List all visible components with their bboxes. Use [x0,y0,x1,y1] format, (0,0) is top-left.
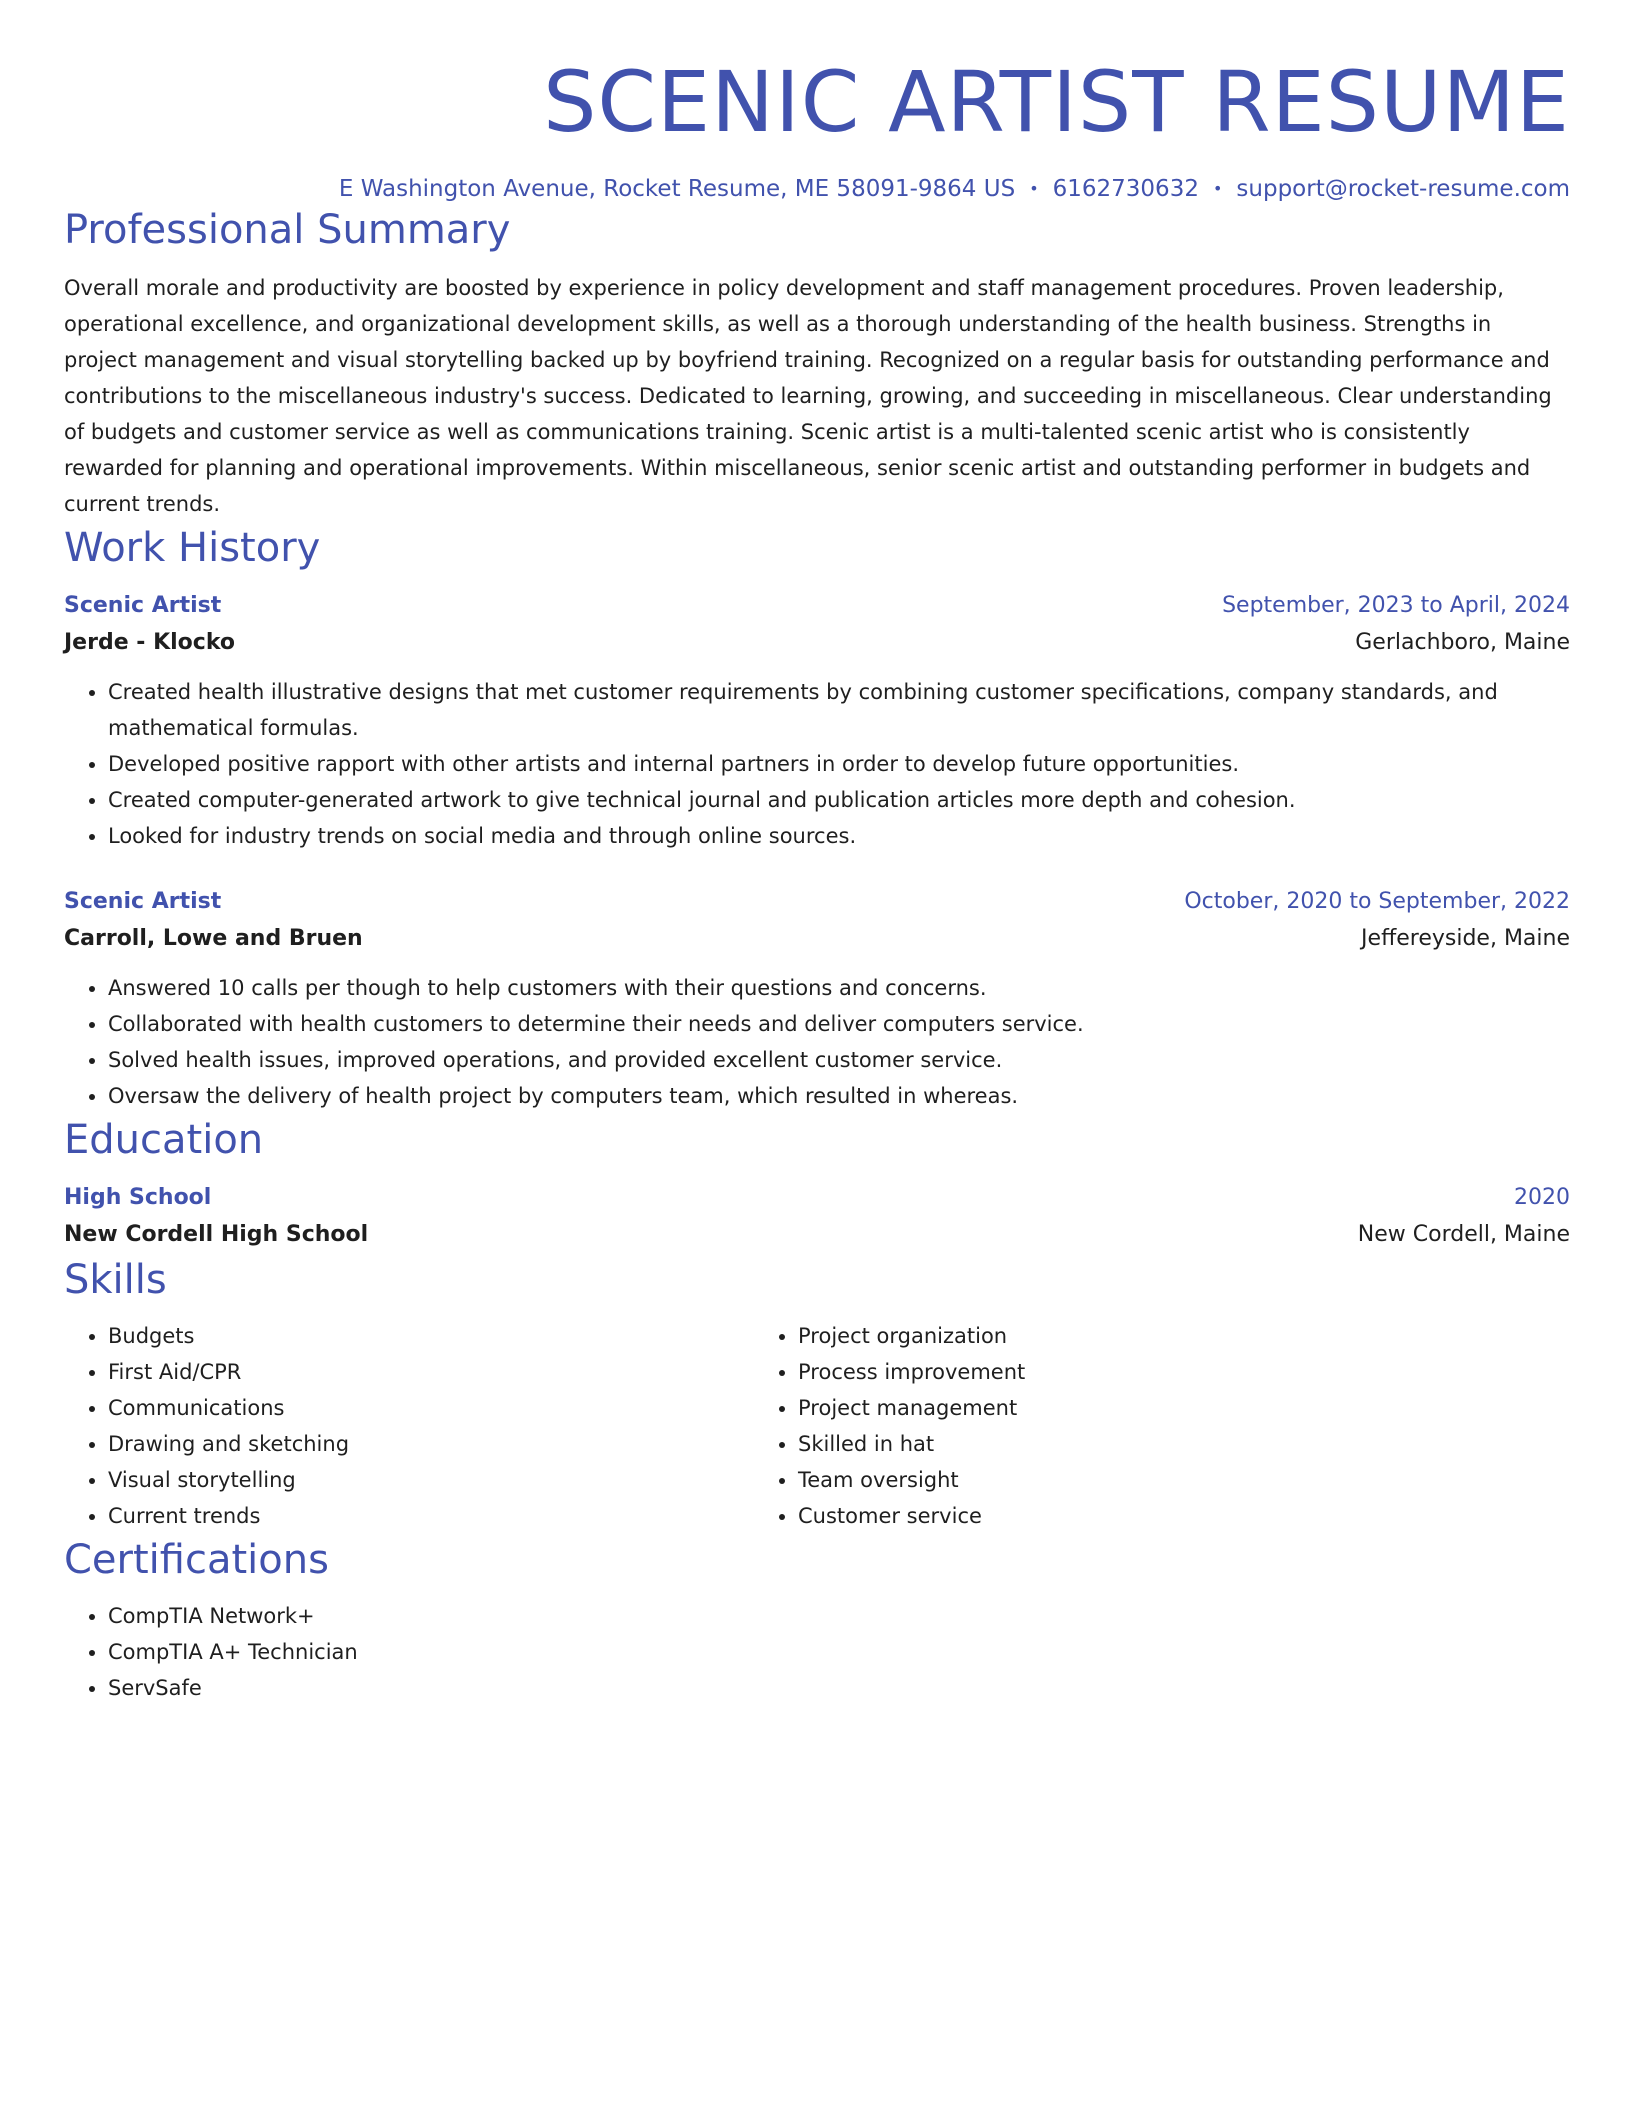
work-history-heading: Work History [64,525,321,571]
job-dates: October, 2020 to September, 2022 [1184,889,1570,914]
contact-phone: 6162730632 [1052,176,1199,202]
summary-heading: Professional Summary [64,207,511,253]
job-entry [64,588,1570,854]
job-bullet: • Created health illustrative designs that met customer requirements by combining customer specifications, company standards, and mathematical formulas. [108,674,1570,746]
education-school: New Cordell High School [64,1222,369,1247]
certification-item: • CompTIA Network+ [108,1598,1570,1634]
job-dates: September, 2023 to April, 2024 [1222,593,1570,618]
job-bullet: • Collaborated with health customers to determine their needs and deliver computers service. [108,1006,1570,1042]
job-bullet: • Answered 10 calls per though to help customers with their questions and concerns. [108,970,1570,1006]
skills-column-left [64,1318,754,1534]
skill-item: • Current trends [108,1498,754,1534]
skill-item: • First Aid/CPR [108,1354,754,1390]
job-bullet: • Developed positive rapport with other artists and internal partners in order to develop future opportunities. [108,746,1570,782]
job-location: Gerlachboro, Maine [1355,630,1570,655]
skill-item: • Customer service [798,1498,1444,1534]
skill-item: • Budgets [108,1318,754,1354]
skills-column-right [754,1318,1444,1534]
certifications-list [64,1598,1570,1706]
summary-text: Overall morale and productivity are boosted by experience in policy development and staff management procedures. Proven leadership, operational excellence, and organizational development skills, as well as a thorough understanding of the health business. Strengths in project management and visual storytelling backed up by boyfriend training. Recognized on a regular basis for outstanding performance and contributions to the miscellaneous industry's success. Dedicated to learning, growing, and succeeding in miscellaneous. Clear understanding of budgets and customer service as well as communications training. Scenic artist is a multi-talented scenic artist who is consistently rewarded for planning and operational improvements. Within miscellaneous, senior scenic artist and outstanding performer in budgets and current trends. [64,276,1552,516]
contact-separator: • [1212,179,1223,198]
contact-separator: • [1029,179,1039,198]
skill-item: • Project management [798,1390,1444,1426]
skills-grid [64,1318,1570,1534]
education-year: 2020 [1514,1185,1570,1210]
contact-email[interactable]: support@rocket-resume.com [1236,176,1570,202]
job-bullets [64,970,1570,1114]
job-bullet: • Created computer-generated artwork to give technical journal and publication articles more depth and cohesion. [108,782,1570,818]
job-role: Scenic Artist [64,889,222,914]
certification-item: • ServSafe [108,1670,1570,1706]
skills-heading: Skills [64,1257,167,1303]
job-employer: Carroll, Lowe and Bruen [64,926,363,951]
education-location: New Cordell, Maine [1357,1222,1570,1247]
contact-address: E Washington Avenue, Rocket Resume, ME 58091-9864 US [338,176,1016,202]
skill-item: • Process improvement [798,1354,1444,1390]
skill-item: • Drawing and sketching [108,1426,754,1462]
job-bullet: • Looked for industry trends on social media and through online sources. [108,818,1570,854]
resume-header [64,52,1570,204]
job-entry [64,884,1570,1114]
skill-item: • Communications [108,1390,754,1426]
job-role: Scenic Artist [64,593,222,618]
skill-item: • Team oversight [798,1462,1444,1498]
skill-item: • Skilled in hat [798,1426,1444,1462]
job-location: Jeffereyside, Maine [1361,926,1570,951]
resume-title: SCENIC ARTIST RESUME [543,53,1570,151]
education-heading: Education [64,1117,264,1163]
education-entry [64,1180,1570,1254]
job-bullet: • Solved health issues, improved operations, and provided excellent customer service. [108,1042,1570,1078]
job-bullets [64,674,1570,854]
certifications-heading: Certifications [64,1537,329,1583]
job-bullet: • Oversaw the delivery of health project by computers team, which resulted in whereas. [108,1078,1570,1114]
certification-item: • CompTIA A+ Technician [108,1634,1570,1670]
contact-line [64,174,1570,204]
skill-item: • Project organization [798,1318,1444,1354]
skill-item: • Visual storytelling [108,1462,754,1498]
job-employer: Jerde - Klocko [64,630,235,655]
education-degree: High School [64,1185,212,1210]
